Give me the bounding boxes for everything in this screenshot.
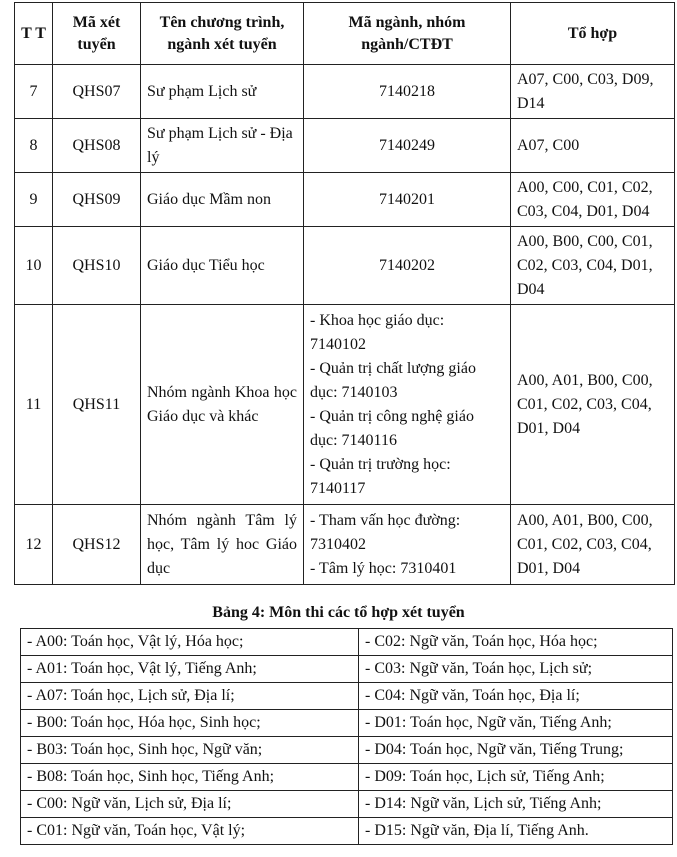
row-tohop: A00, B00, C00, C01, C02, C03, C04, D01, D04 <box>511 227 675 305</box>
program-item: - Quản trị chất lượng giáo dục: 7140103 <box>310 359 476 401</box>
combo-right: - D09: Toán học, Lịch sử, Tiếng Anh; <box>359 764 673 791</box>
row-nganh: 7140249 <box>304 119 511 173</box>
row-nganh-list <box>304 305 511 505</box>
table-row <box>21 683 673 710</box>
row-tt: 11 <box>15 305 53 505</box>
row-tt: 12 <box>15 505 53 585</box>
table-row <box>21 791 673 818</box>
table-row <box>15 119 675 173</box>
row-ten: Sư phạm Lịch sử <box>141 65 304 119</box>
combo-right: - C03: Ngữ văn, Toán học, Lịch sử; <box>359 656 673 683</box>
table-row <box>15 227 675 305</box>
row-ma: QHS08 <box>53 119 141 173</box>
programs-table-header <box>15 3 675 65</box>
row-nganh: 7140202 <box>304 227 511 305</box>
combo-left: - A00: Toán học, Vật lý, Hóa học; <box>21 629 359 656</box>
row-tt: 7 <box>15 65 53 119</box>
table-row <box>21 818 673 845</box>
row-ten: Nhóm ngành Tâm lý học, Tâm lý hoc Giáo dục <box>141 505 304 585</box>
row-tt: 10 <box>15 227 53 305</box>
table-row <box>15 65 675 119</box>
combo-left: - B00: Toán học, Hóa học, Sinh học; <box>21 710 359 737</box>
combo-right: - D01: Toán học, Ngữ văn, Tiếng Anh; <box>359 710 673 737</box>
program-item: - Khoa học giáo dục: 7140102 <box>310 311 445 353</box>
combo-left: - A07: Toán học, Lịch sử, Địa lí; <box>21 683 359 710</box>
row-tohop: A00, A01, B00, C00, C01, C02, C03, C04, D01, D04 <box>511 505 675 585</box>
combo-right: - D15: Ngữ văn, Địa lí, Tiếng Anh. <box>359 818 673 845</box>
row-tt: 9 <box>15 173 53 227</box>
combo-right: - C04: Ngữ văn, Toán học, Địa lí; <box>359 683 673 710</box>
header-ma-nganh: Mã ngành, nhóm ngành/CTĐT <box>304 3 511 65</box>
row-nganh-list <box>304 505 511 585</box>
programs-table <box>14 2 675 585</box>
program-item: - Tham vấn học đường: 7310402 <box>310 511 461 553</box>
combinations-table <box>20 628 673 845</box>
table-row <box>21 629 673 656</box>
row-ma: QHS11 <box>53 305 141 505</box>
combo-left: - C01: Ngữ văn, Toán học, Vật lý; <box>21 818 359 845</box>
row-ma: QHS09 <box>53 173 141 227</box>
row-ten: Giáo dục Tiểu học <box>141 227 304 305</box>
row-tohop: A07, C00, C03, D09, D14 <box>511 65 675 119</box>
table-caption: Bảng 4: Môn thi các tổ hợp xét tuyển <box>212 604 465 621</box>
combo-right: - C02: Ngữ văn, Toán học, Hóa học; <box>359 629 673 656</box>
table-row <box>21 737 673 764</box>
program-item: - Tâm lý học: 7310401 <box>310 559 457 577</box>
header-to-hop: Tổ hợp <box>511 3 675 65</box>
table-row <box>21 656 673 683</box>
row-ten: Giáo dục Mầm non <box>141 173 304 227</box>
combo-right: - D14: Ngữ văn, Lịch sử, Tiếng Anh; <box>359 791 673 818</box>
row-ten: Sư phạm Lịch sử - Địa lý <box>141 119 304 173</box>
program-item: - Quản trị công nghệ giáo dục: 7140116 <box>310 407 474 449</box>
row-nganh: 7140201 <box>304 173 511 227</box>
row-tohop: A00, C00, C01, C02, C03, C04, D01, D04 <box>511 173 675 227</box>
row-nganh: 7140218 <box>304 65 511 119</box>
row-tohop: A07, C00 <box>511 119 675 173</box>
row-tt: 8 <box>15 119 53 173</box>
table-row <box>15 173 675 227</box>
combo-left: - A01: Toán học, Vật lý, Tiếng Anh; <box>21 656 359 683</box>
program-item: - Quản trị trường học: 7140117 <box>310 455 451 497</box>
row-ma: QHS12 <box>53 505 141 585</box>
table-row <box>15 305 675 505</box>
row-ten: Nhóm ngành Khoa học Giáo dục và khác <box>141 305 304 505</box>
row-ma: QHS10 <box>53 227 141 305</box>
table-row <box>15 505 675 585</box>
combo-left: - C00: Ngữ văn, Lịch sử, Địa lí; <box>21 791 359 818</box>
header-ten-chuong-trinh: Tên chương trình, ngành xét tuyển <box>141 3 304 65</box>
header-tt: T T <box>15 3 53 65</box>
combo-left: - B08: Toán học, Sinh học, Tiếng Anh; <box>21 764 359 791</box>
table-row <box>21 710 673 737</box>
row-tohop: A00, A01, B00, C00, C01, C02, C03, C04, D01, D04 <box>511 305 675 505</box>
table-row <box>21 764 673 791</box>
header-ma-xet-tuyen: Mã xét tuyển <box>53 3 141 65</box>
combo-right: - D04: Toán học, Ngữ văn, Tiếng Trung; <box>359 737 673 764</box>
combo-left: - B03: Toán học, Sinh học, Ngữ văn; <box>21 737 359 764</box>
row-ma: QHS07 <box>53 65 141 119</box>
